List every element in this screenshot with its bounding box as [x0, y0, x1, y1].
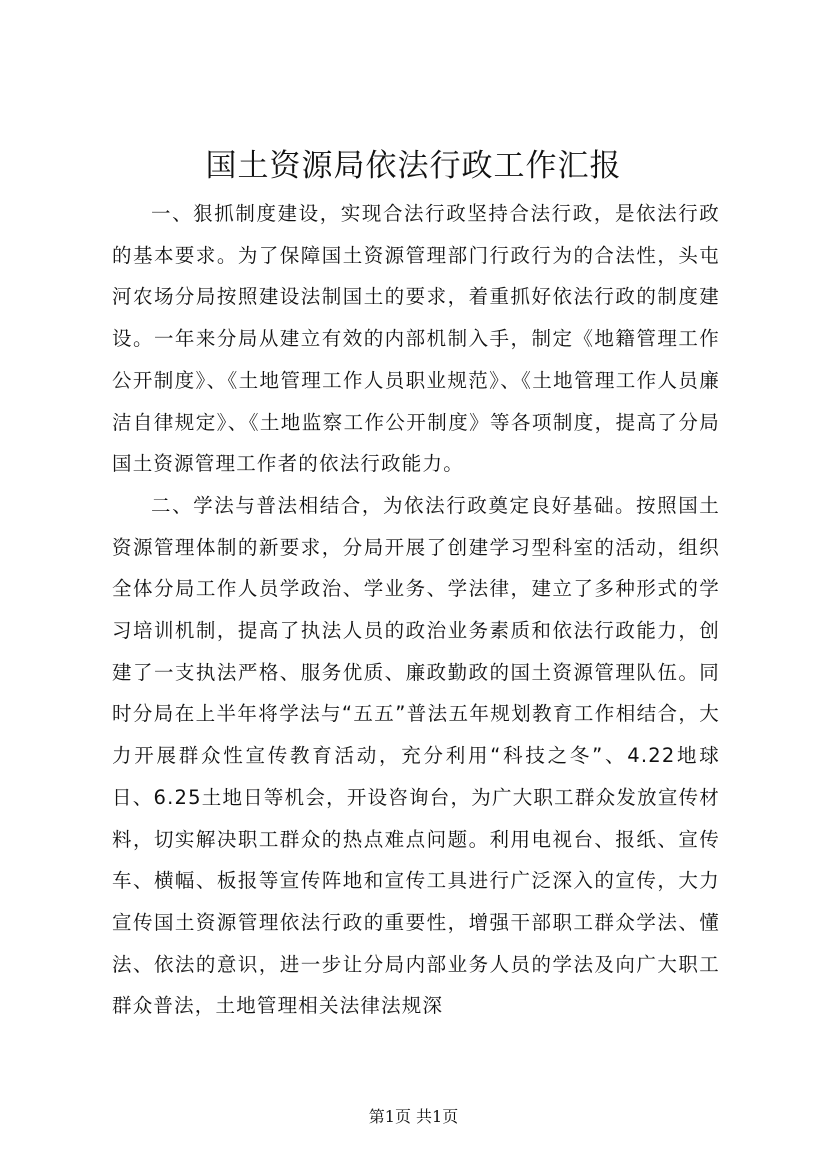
- page-footer: 第1页 共1页: [368, 1107, 459, 1126]
- paragraph-2: 二、学法与普法相结合，为依法行政奠定良好基础。按照国土资源管理体制的新要求，分局开展了创建学习型科室的活动，组织全体分局工作人员学政治、学业务、学法律，建立了多种形式的学习培训机制，提高了执法人员的政治业务素质和依法行政能力，创建了一支执法严格、服务优质、廉政勤政的国土资源管理队伍。同时分局在上半年将学法与“五五”普法五年规划教育工作相结合，大力开展群众性宣传教育活动，充分利用“科技之冬”、4.22地球日、6.25土地日等机会，开设咨询台，为广大职工群众发放宣传材料，切实解决职工群众的热点难点问题。利用电视台、报纸、宣传车、横幅、板报等宣传阵地和宣传工具进行广泛深入的宣传，大力宣传国土资源管理依法行政的重要性，增强干部职工群众学法、懂法、依法的意识，进一步让分局内部业务人员的学法及向广大职工群众普法，土地管理相关法律法规深: [112, 493, 720, 1018]
- document-body: [112, 193, 720, 1027]
- paragraph-1: 一、狠抓制度建设，实现合法行政坚持合法行政，是依法行政的基本要求。为了保障国土资源管理部门行政行为的合法性，头屯河农场分局按照建设法制国土的要求，着重抓好依法行政的制度建设。一年来分局从建立有效的内部机制入手，制定《地籍管理工作公开制度》、《土地管理工作人员职业规范》、《土地管理工作人员廉洁自律规定》、《土地监察工作公开制度》等各项制度，提高了分局国土资源管理工作者的依法行政能力。: [112, 202, 720, 476]
- document-title: 国土资源局依法行政工作汇报: [205, 148, 622, 184]
